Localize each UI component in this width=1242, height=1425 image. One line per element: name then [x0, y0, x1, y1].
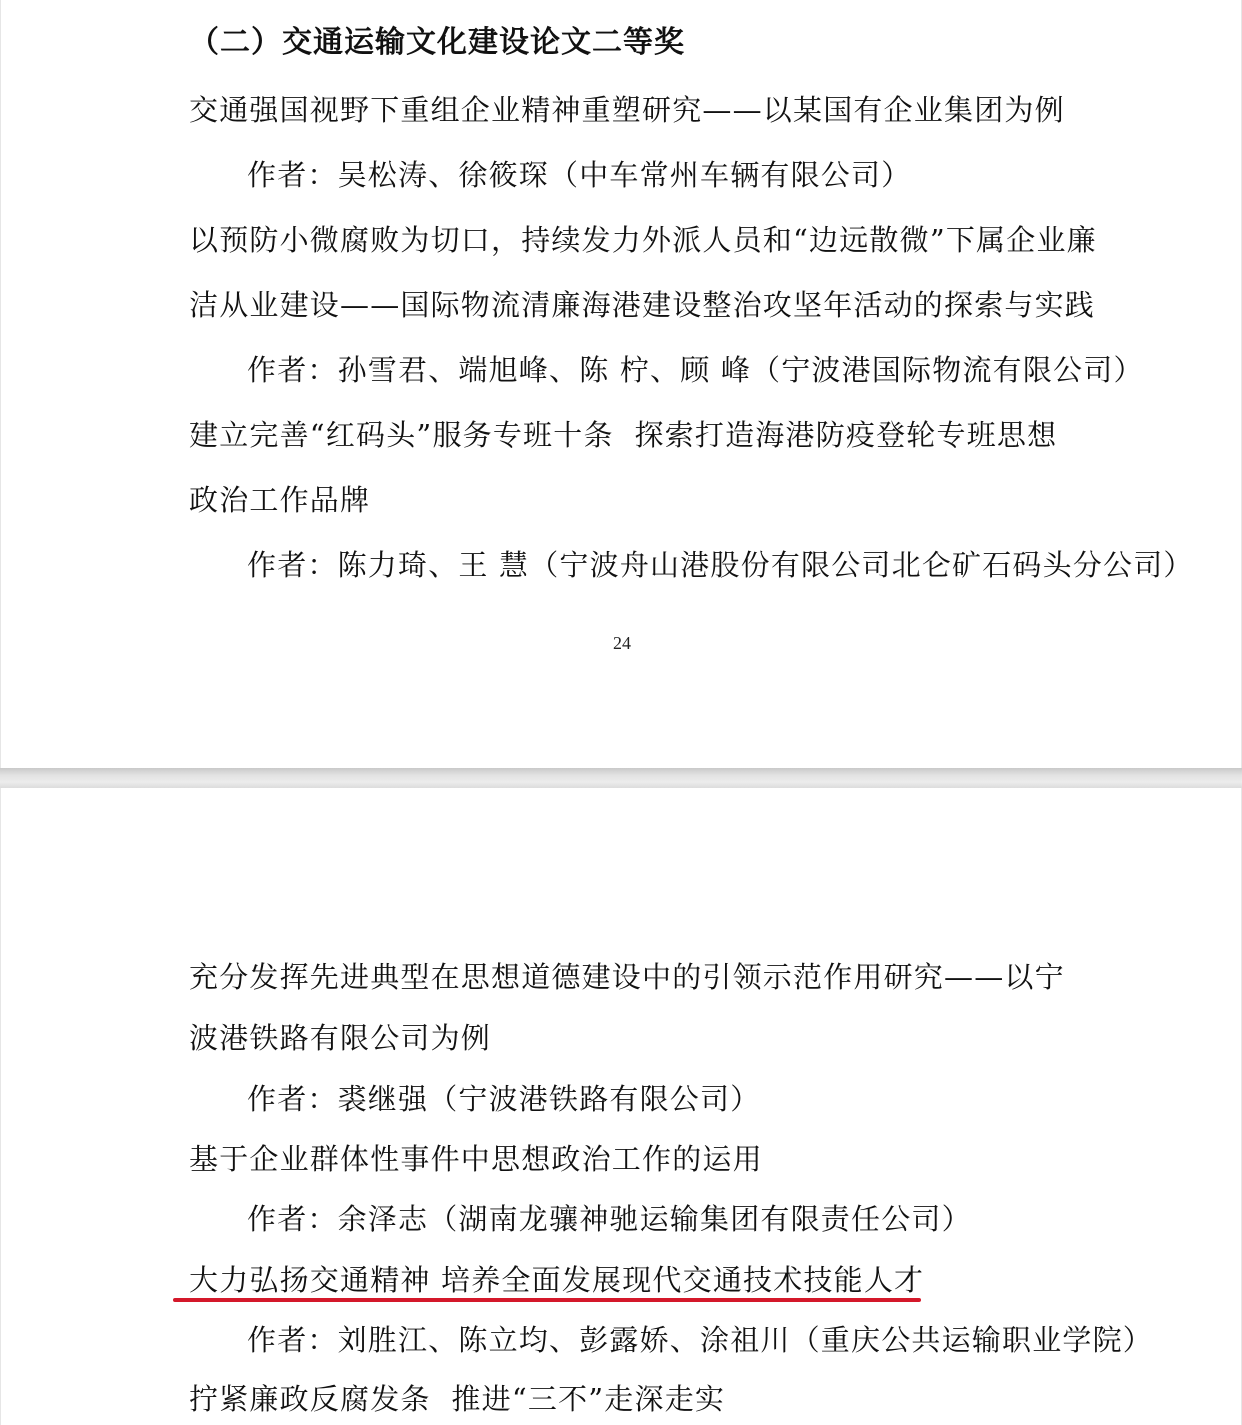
paper-title-line: 政治工作品牌 [189, 483, 371, 517]
paper-title-line: 建立完善“红码头”服务专班十条 探索打造海港防疫登轮专班思想 [189, 418, 1058, 452]
paper-title-line: 以预防小微腐败为切口，持续发力外派人员和“边远散微”下属企业廉 [189, 223, 1097, 257]
paper-title-line: 充分发挥先进典型在思想道德建设中的引领示范作用研究——以宁 [189, 960, 1065, 994]
page-number: 24 [613, 633, 631, 653]
paper-author-line: 作者：陈力琦、王 慧（宁波舟山港股份有限公司北仑矿石码头分公司） [247, 548, 1194, 582]
paper-title-line: 交通强国视野下重组企业精神重塑研究——以某国有企业集团为例 [189, 93, 1065, 127]
paper-title-line: 拧紧廉政反腐发条 推进“三不”走深走实 [189, 1382, 726, 1416]
red-underline-mark [173, 1298, 921, 1302]
paper-title-line: 洁从业建设——国际物流清廉海港建设整治攻坚年活动的探索与实践 [189, 288, 1096, 322]
paper-author-line: 作者：裘继强（宁波港铁路有限公司） [247, 1082, 761, 1116]
section-heading: （二）交通运输文化建设论文二等奖 [189, 25, 685, 60]
paper-author-line: 作者：余泽志（湖南龙骧神驰运输集团有限责任公司） [247, 1202, 972, 1236]
highlighted-paper-title: 大力弘扬交通精神 培养全面发展现代交通技术技能人才 [189, 1263, 925, 1297]
paper-author-line: 作者：刘胜江、陈立均、彭露娇、涂祖川（重庆公共运输职业学院） [247, 1323, 1154, 1357]
page-separator [0, 768, 1242, 788]
paper-title-line: 基于企业群体性事件中思想政治工作的运用 [189, 1142, 763, 1176]
paper-title-line: 波港铁路有限公司为例 [189, 1021, 492, 1055]
paper-author-line: 作者：孙雪君、端旭峰、陈 柠、顾 峰（宁波港国际物流有限公司） [247, 353, 1144, 387]
document-page-25 [0, 788, 1242, 1425]
paper-author-line: 作者：吴松涛、徐筱琛（中车常州车辆有限公司） [247, 158, 912, 192]
